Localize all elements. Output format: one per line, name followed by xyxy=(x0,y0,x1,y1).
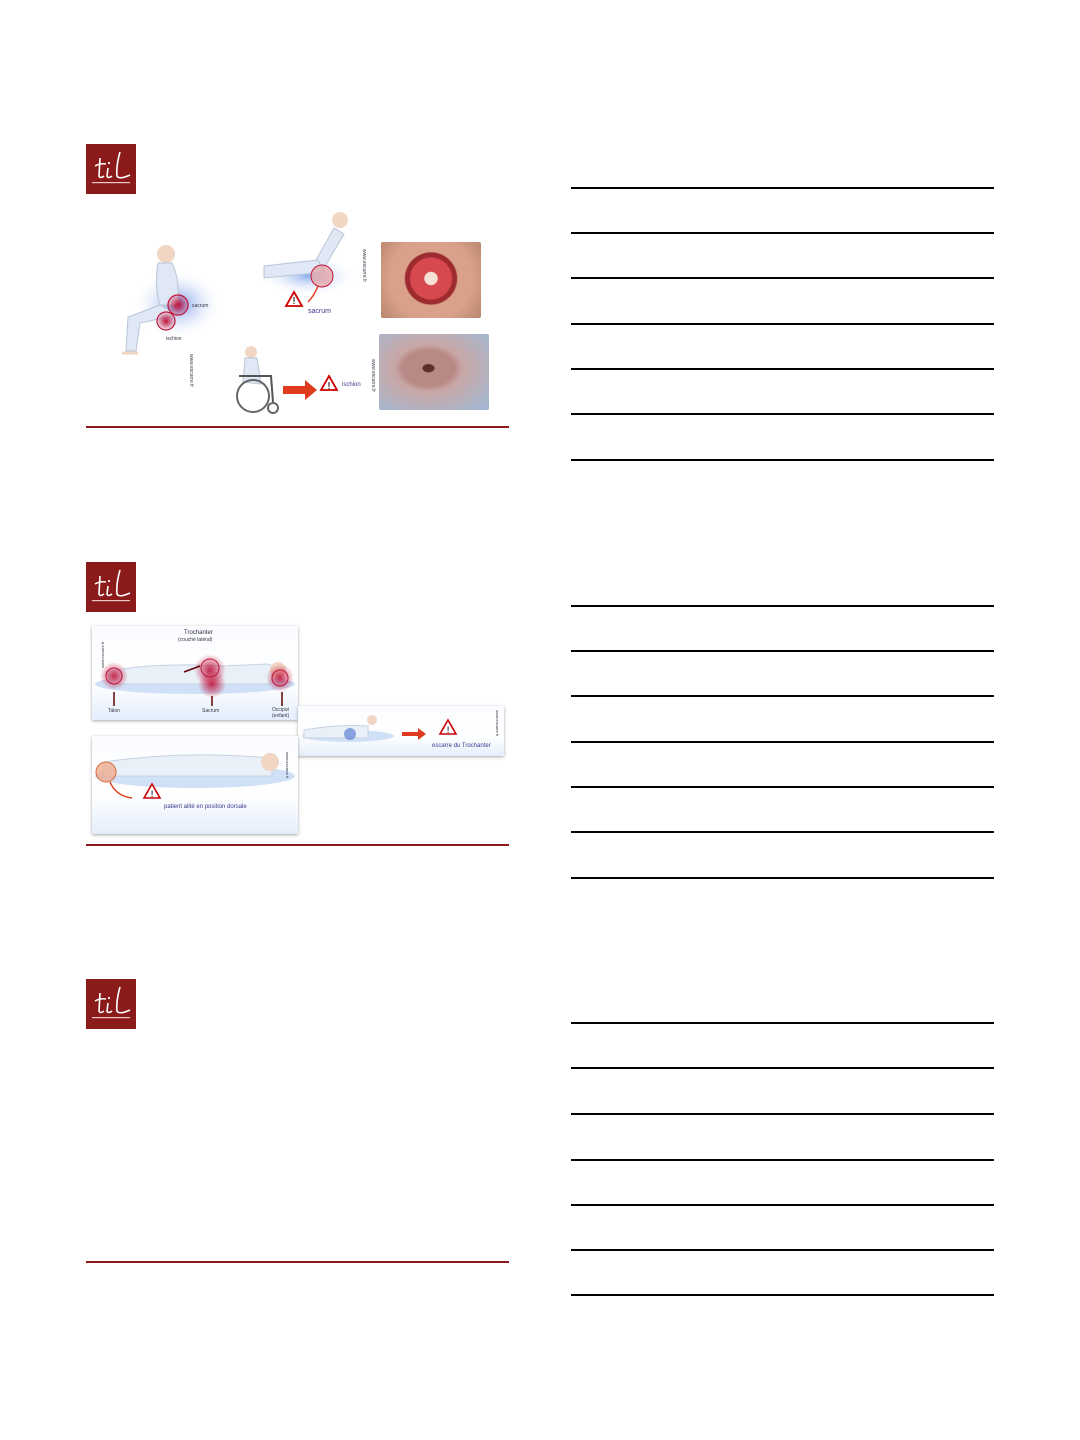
sacral-wound-photo xyxy=(381,242,481,318)
til-logo xyxy=(86,979,136,1029)
label-sacrum-top: sacrum xyxy=(192,303,209,309)
til-logo-mark xyxy=(86,144,136,194)
watermark-2: www.escarre.fr xyxy=(495,710,500,737)
label-occiput-sub: (enfant) xyxy=(272,713,290,719)
wheelchair-illustration xyxy=(231,344,381,416)
label-trochanter-sub: (couché latéral) xyxy=(178,637,213,643)
label-ischion-top: ischion xyxy=(166,336,182,342)
slide-2 xyxy=(86,562,509,852)
note-line xyxy=(571,741,994,743)
note-line xyxy=(571,277,994,279)
label-ischion: ischion xyxy=(342,382,361,388)
label-sacrum: sacrum xyxy=(308,308,331,315)
svg-text:!: ! xyxy=(326,381,332,392)
slide-divider xyxy=(86,426,509,428)
note-line xyxy=(571,877,994,879)
note-line xyxy=(571,605,994,607)
note-line xyxy=(571,1067,994,1069)
note-line xyxy=(571,1113,994,1115)
slide-1 xyxy=(86,144,509,434)
note-line xyxy=(571,1204,994,1206)
note-line xyxy=(571,368,994,370)
note-line xyxy=(571,695,994,697)
note-line xyxy=(571,1159,994,1161)
label-patient-alite: patient alité en position dorsale xyxy=(164,804,247,810)
til-logo-mark xyxy=(86,562,136,612)
note-line xyxy=(571,1249,994,1251)
supine-patient-card xyxy=(92,736,298,834)
note-line xyxy=(571,232,994,234)
til-logo xyxy=(86,144,136,194)
watermark-1: www.escarre.fr xyxy=(188,354,194,388)
note-line xyxy=(571,650,994,652)
label-trochanter: Trochanter xyxy=(184,630,213,636)
watermark-2: www.escarre.fr xyxy=(361,249,367,283)
slide-divider xyxy=(86,1261,509,1263)
label-escarre-trochanter: escarre du Trochanter xyxy=(432,743,491,749)
reclined-patient-illustration xyxy=(258,206,356,316)
slide-divider xyxy=(86,844,509,846)
til-logo xyxy=(86,562,136,612)
svg-text:!: ! xyxy=(291,296,297,307)
watermark-3: www.escarre.fr xyxy=(370,359,376,393)
label-talon: Talon xyxy=(108,708,120,714)
note-line xyxy=(571,1022,994,1024)
note-line xyxy=(571,323,994,325)
svg-text:!: ! xyxy=(150,790,154,800)
svg-text:!: ! xyxy=(446,726,450,736)
note-line xyxy=(571,831,994,833)
note-line xyxy=(571,413,994,415)
label-occiput: Occiput xyxy=(272,707,289,713)
watermark-3: www.escarre.fr xyxy=(285,752,290,779)
note-line xyxy=(571,786,994,788)
note-line xyxy=(571,459,994,461)
til-logo-mark xyxy=(86,979,136,1029)
note-line xyxy=(571,187,994,189)
watermark-1: www.escarre.fr xyxy=(100,641,105,668)
ischial-wound-photo xyxy=(379,334,489,410)
note-line xyxy=(571,1294,994,1296)
slide-3 xyxy=(86,979,509,1269)
label-sacrum: Sacrum xyxy=(202,708,220,714)
